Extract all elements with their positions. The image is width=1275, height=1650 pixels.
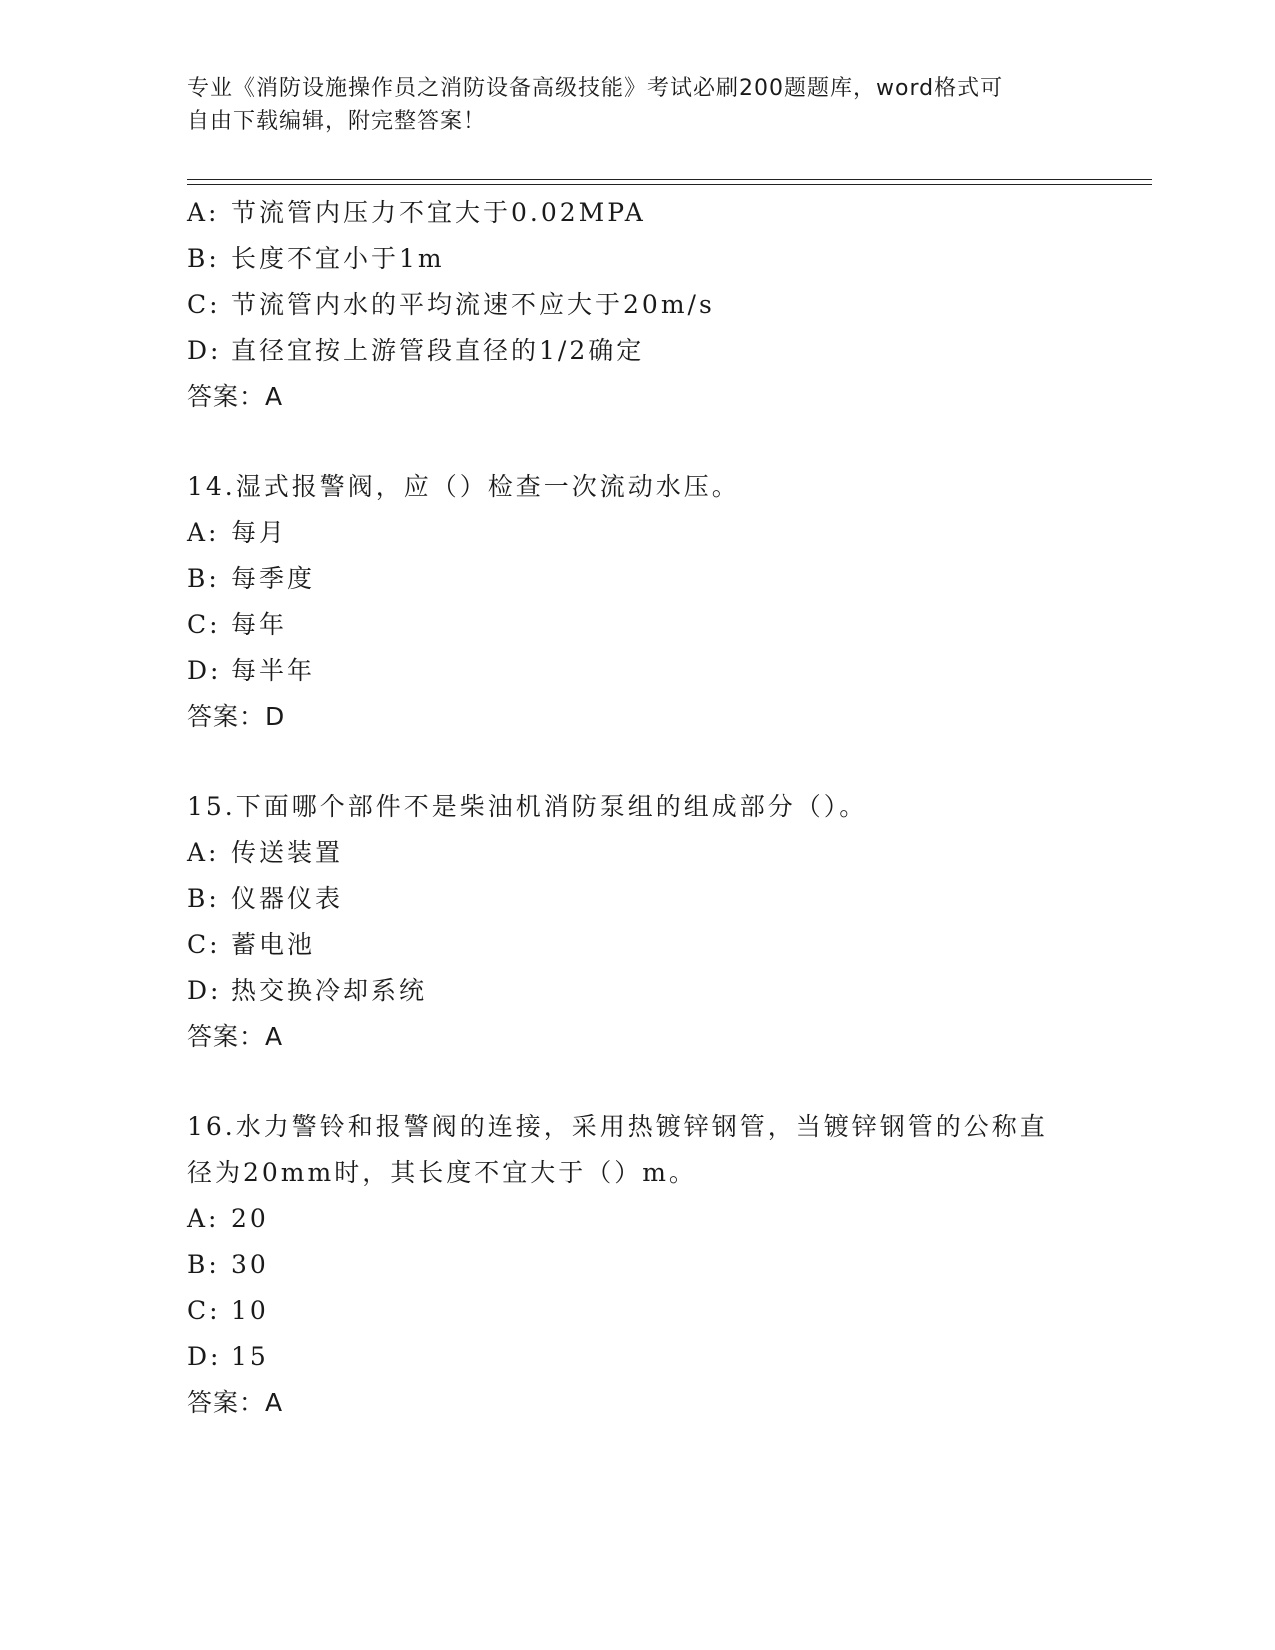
option-b: B: 仪器仪表 [187,884,344,913]
option-c: C: 节流管内水的平均流速不应大于20m/s [187,290,715,319]
option-d: D: 每半年 [187,656,316,685]
question-stem: 15.下面哪个部件不是柴油机消防泵组的组成部分（）。 [187,792,868,821]
option-b: B: 每季度 [187,564,316,593]
option-c: C: 蓄电池 [187,930,316,959]
document-header [187,72,1067,138]
answer: 答案：A [187,1388,284,1417]
question-list [187,190,1087,1426]
option-a: A: 传送装置 [187,838,344,867]
option-c: C: 每年 [187,610,288,639]
option-b: B: 30 [187,1250,269,1279]
question-14 [187,464,1087,740]
answer: 答案：A [187,382,284,411]
question-15 [187,784,1087,1060]
option-a: A: 节流管内压力不宜大于0.02MPA [187,198,646,227]
option-d: D: 热交换冷却系统 [187,976,428,1005]
question-16 [187,1104,1087,1426]
answer: 答案：A [187,1022,284,1051]
option-d: D: 15 [187,1342,269,1371]
header-line-2: 自由下载编辑，附完整答案！ [187,109,487,134]
option-b: B: 长度不宜小于1m [187,244,445,273]
header-divider-bottom [187,184,1152,185]
option-d: D: 直径宜按上游管段直径的1/2确定 [187,336,645,365]
answer: 答案：D [187,702,286,731]
option-a: A: 每月 [187,518,288,547]
option-a: A: 20 [187,1204,269,1233]
header-divider-top [187,179,1152,180]
question-stem: 16.水力警铃和报警阀的连接，采用热镀锌钢管，当镀锌钢管的公称直 径为20mm时，其长度不宜大于（）m。 [187,1112,1048,1187]
header-line-1: 专业《消防设施操作员之消防设备高级技能》考试必刷200题题库，word格式可 [187,76,1004,101]
question-stem: 14.湿式报警阀，应（）检查一次流动水压。 [187,472,740,501]
question-13 [187,190,1087,420]
option-c: C: 10 [187,1296,269,1325]
